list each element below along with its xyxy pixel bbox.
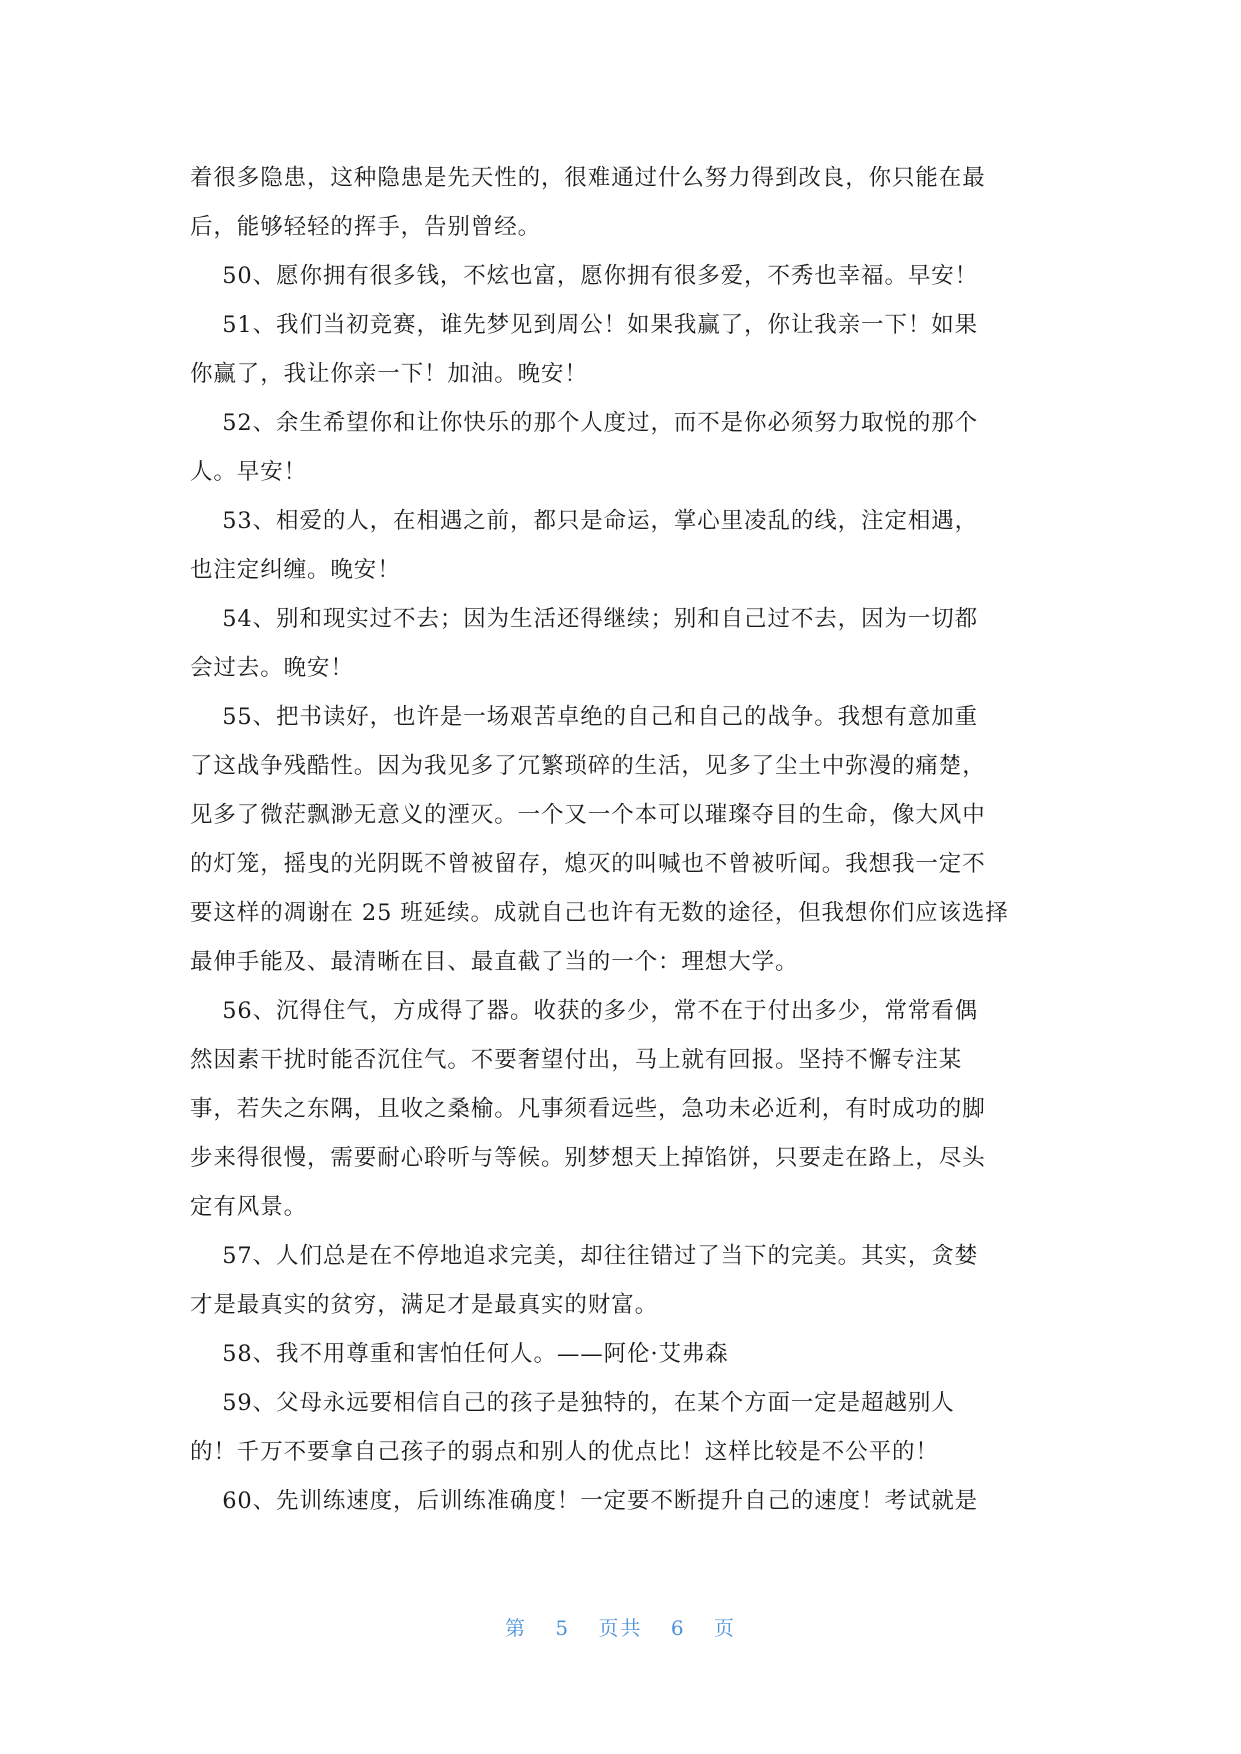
paragraph <box>190 1232 1055 1330</box>
text-line: 56、沉得住气，方成得了器。收获的多少，常不在于付出多少，常常看偶 <box>190 998 979 1024</box>
paragraph <box>190 595 1055 693</box>
current-page-number: 5 <box>555 1616 571 1640</box>
text-line: 着很多隐患，这种隐患是先天性的，很难通过什么努力得到改良，你只能在最 <box>190 165 986 191</box>
text-line: 54、别和现实过不去；因为生活还得继续；别和自己过不去，因为一切都 <box>190 606 979 632</box>
text-line: 最伸手能及、最清晰在目、最直截了当的一个：理想大学。 <box>190 949 799 975</box>
text-line: 了这战争残酷性。因为我见多了冗繁琐碎的生活，见多了尘土中弥漫的痛楚， <box>190 753 986 779</box>
text-line: 见多了微茫飘渺无意义的湮灭。一个又一个本可以璀璨夺目的生命，像大风中 <box>190 802 986 828</box>
total-pages-number: 6 <box>670 1616 686 1640</box>
text-line: 50、愿你拥有很多钱，不炫也富，愿你拥有很多爱，不秀也幸福。早安！ <box>190 263 979 289</box>
text-line: 57、人们总是在不停地追求完美，却往往错过了当下的完美。其实，贪婪 <box>190 1243 979 1269</box>
text-line: 55、把书读好，也许是一场艰苦卓绝的自己和自己的战争。我想有意加重 <box>190 704 979 730</box>
footer-middle: 页共 <box>598 1616 643 1640</box>
text-line: 52、余生希望你和让你快乐的那个人度过，而不是你必须努力取悦的那个 <box>190 410 979 436</box>
text-line: 步来得很慢，需要耐心聆听与等候。别梦想天上掉馅饼，只要走在路上，尽头 <box>190 1145 986 1171</box>
paragraph <box>190 693 1055 987</box>
paragraph <box>190 1477 1055 1526</box>
footer-suffix: 页 <box>713 1616 736 1640</box>
text-line: 会过去。晚安！ <box>190 655 354 681</box>
text-line: 要这样的凋谢在 25 班延续。成就自己也许有无数的途径，但我想你们应该选择 <box>190 900 1009 926</box>
footer-prefix: 第 <box>505 1616 528 1640</box>
text-line: 53、相爱的人，在相遇之前，都只是命运，掌心里凌乱的线，注定相遇， <box>190 508 979 534</box>
paragraph <box>190 987 1055 1232</box>
paragraph <box>190 399 1055 497</box>
paragraph <box>190 154 1055 252</box>
text-line: 58、我不用尊重和害怕任何人。——阿伦·艾弗森 <box>190 1341 729 1367</box>
text-line: 60、先训练速度，后训练准确度！一定要不断提升自己的速度！考试就是 <box>190 1488 979 1514</box>
paragraph <box>190 1379 1055 1477</box>
paragraph <box>190 301 1055 399</box>
text-line: 的灯笼，摇曳的光阴既不曾被留存，熄灭的叫喊也不曾被听闻。我想我一定不 <box>190 851 986 877</box>
text-line: 你赢了，我让你亲一下！加油。晚安！ <box>190 361 588 387</box>
text-line: 人。早安！ <box>190 459 308 485</box>
paragraph <box>190 252 1055 301</box>
paragraph <box>190 1330 1055 1379</box>
text-line: 然因素干扰时能否沉住气。不要奢望付出，马上就有回报。坚持不懈专注某 <box>190 1047 963 1073</box>
page-footer <box>0 1612 1241 1641</box>
text-line: 后，能够轻轻的挥手，告别曾经。 <box>190 214 542 240</box>
text-line: 事，若失之东隅，且收之桑榆。凡事须看远些，急功未必近利，有时成功的脚 <box>190 1096 986 1122</box>
text-line: 59、父母永远要相信自己的孩子是独特的，在某个方面一定是超越别人 <box>190 1390 955 1416</box>
text-line: 定有风景。 <box>190 1194 308 1220</box>
text-line: 才是最真实的贫穷，满足才是最真实的财富。 <box>190 1292 659 1318</box>
text-line: 51、我们当初竞赛，谁先梦见到周公！如果我赢了，你让我亲一下！如果 <box>190 312 979 338</box>
text-line: 的！千万不要拿自己孩子的弱点和别人的优点比！这样比较是不公平的！ <box>190 1439 939 1465</box>
document-body <box>190 154 1055 1526</box>
paragraph <box>190 497 1055 595</box>
text-line: 也注定纠缠。晚安！ <box>190 557 401 583</box>
